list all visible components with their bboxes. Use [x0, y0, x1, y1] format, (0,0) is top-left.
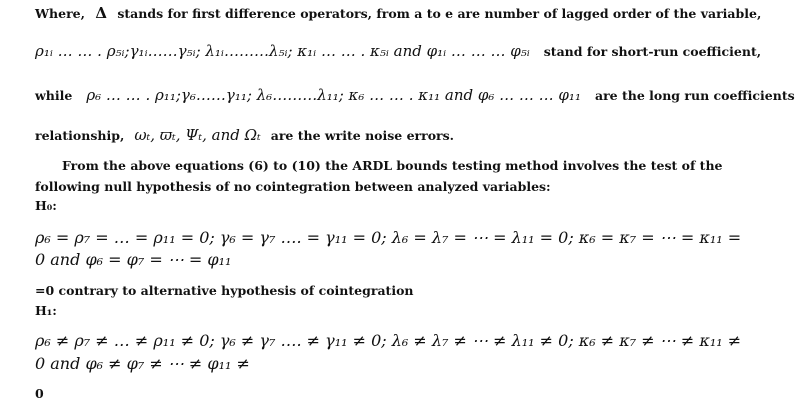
long-run-math: ρ₆ … … . ρ₁₁;γ₆……γ₁₁; λ₆………λ₁₁; κ₆ … … . κ₁₁ and φ₆ … … … φ₁₁: [86, 86, 581, 104]
h1-equation-line-1: ρ₆ ≠ ρ₇ ≠ … ≠ ρ₁₁ ≠ 0; γ₆ ≠ γ₇ …. ≠ γ₁₁ ≠ 0; λ₆ ≠ λ₇ ≠ ⋯ ≠ λ₁₁ ≠ 0; κ₆ ≠ κ₇ ≠ ⋯ ≠ κ₁₁ ≠: [35, 331, 742, 350]
noise-text: are the write noise errors.: [270, 128, 455, 143]
where-text: stands for first difference operators, from a to e are number of lagged order of the variable,: [117, 6, 762, 21]
h1-equation-line-2: 0 and φ₆ ≠ φ₇ ≠ ⋯ ≠ φ₁₁ ≠: [35, 354, 250, 373]
noise-math: ωₜ, ϖₜ, Ψₜ, and Ωₜ: [134, 126, 261, 144]
line-where: [35, 4, 761, 22]
h0-equation-line-1: ρ₆ = ρ₇ = … = ρ₁₁ = 0; γ₆ = γ₇ …. = γ₁₁ = 0; λ₆ = λ₇ = ⋯ = λ₁₁ = 0; κ₆ = κ₇ = ⋯ = κ₁₁ =: [35, 228, 742, 247]
h0-equation-line-2: 0 and φ₆ = φ₇ = ⋯ = φ₁₁: [35, 250, 232, 269]
line-long-run: [35, 86, 795, 105]
para-line-2: following null hypothesis of no cointegration between analyzed variables:: [35, 179, 551, 194]
relationship-label: relationship,: [35, 128, 125, 143]
while-label: while: [35, 88, 73, 103]
line-short-run: [35, 42, 761, 61]
h1-label: H₁:: [35, 303, 57, 318]
contrary-text: =0 contrary to alternative hypothesis of cointegration: [35, 283, 414, 298]
delta-symbol: Δ: [95, 4, 107, 22]
trailing-zero: 0: [35, 386, 44, 401]
h0-label: H₀:: [35, 198, 57, 213]
long-run-text: are the long run coefficients: [594, 88, 795, 103]
short-run-text: stand for short-run coefficient,: [543, 44, 762, 59]
where-label: Where,: [35, 6, 85, 21]
para-line-1: From the above equations (6) to (10) the ARDL bounds testing method involves the test of the: [62, 158, 723, 173]
short-run-math: ρ₁ᵢ … … . ρ₅ᵢ;γ₁ᵢ……γ₅ᵢ; λ₁ᵢ………λ₅ᵢ; κ₁ᵢ … … . κ₅ᵢ and φ₁ᵢ … … … φ₅ᵢ: [35, 42, 530, 60]
line-relationship: [35, 126, 454, 145]
